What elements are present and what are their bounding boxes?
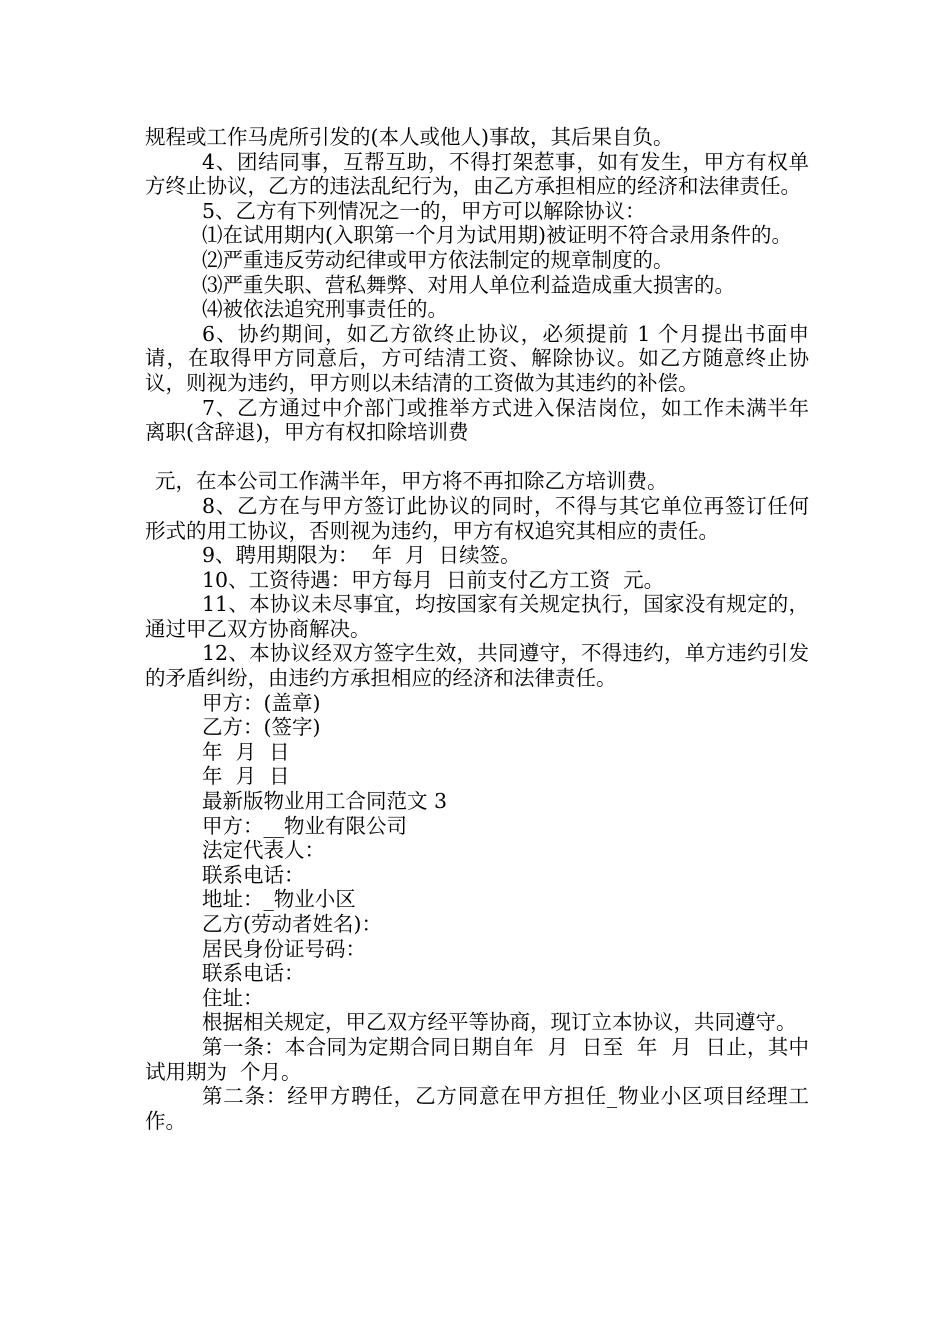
clause-7: 7、乙方通过中介部门或推举方式进入保洁岗位，如工作未满半年离职(含辞退)，甲方有权扣除培训费 xyxy=(145,395,809,445)
clause-5: 5、乙方有下列情况之一的，甲方可以解除协议： xyxy=(202,198,646,223)
clause-10: 10、工资待遇：甲方每月 日前支付乙方工资 元。 xyxy=(202,567,665,592)
document-body xyxy=(145,125,809,1133)
article-1: 第一条：本合同为定期合同日期自年 月 日至 年 月 日止，其中试用期为 个月。 xyxy=(145,1034,809,1084)
legal-representative: 法定代表人： xyxy=(202,838,325,863)
clause-12: 12、本协议经双方签字生效，共同遵守，不得违约，单方违约引发的矛盾纠纷，由违约方承担相应的经济和法律责任。 xyxy=(145,641,809,691)
party-b-id-number: 居民身份证号码： xyxy=(202,936,366,961)
clause-4: 4、团结同事，互帮互助，不得打架惹事，如有发生，甲方有权单方终止协议，乙方的违法乱纪行为，由乙方承担相应的经济和法律责任。 xyxy=(145,149,809,199)
party-b-name: 乙方(劳动者姓名)： xyxy=(202,912,382,936)
clause-7-continued: 元，在本公司工作满半年，甲方将不再扣除乙方培训费。 xyxy=(155,469,668,494)
clause-5-item-2: ⑵严重违反劳动纪律或甲方依法制定的规章制度的。 xyxy=(202,247,674,272)
party-b-address: 住址： xyxy=(202,985,264,1010)
party-b-phone: 联系电话： xyxy=(202,961,305,986)
clause-9: 9、聘用期限为： 年 月 日续签。 xyxy=(202,543,521,568)
party-a-address: 地址：_物业小区 xyxy=(202,887,356,912)
paragraph-continuation: 规程或工作马虎所引发的(本人或他人)事故，其后果自负。 xyxy=(145,125,674,149)
clause-11: 11、本协议未尽事宜，均按国家有关规定执行，国家没有规定的，通过甲乙双方协商解决。 xyxy=(145,592,809,641)
party-b-signature: 乙方：(签字) xyxy=(202,715,321,740)
clause-5-item-1: ⑴在试用期内(入职第一个月为试用期)被证明不符合录用条件的。 xyxy=(202,223,792,248)
date-line: 年 月 日 xyxy=(202,764,290,789)
clause-6: 6、协约期间，如乙方欲终止协议，必须提前 1 个月提出书面申请，在取得甲方同意后，方可结清工资、解除协议。如乙方随意终止协议，则视为违约，甲方则以未结清的工资做为其违约的补偿。 xyxy=(145,321,809,395)
section-title: 最新版物业用工合同范文 3 xyxy=(202,789,448,814)
preamble: 根据相关规定，甲乙双方经平等协商，现订立本协议，共同遵守。 xyxy=(202,1010,797,1035)
date-line: 年 月 日 xyxy=(202,739,290,764)
article-2: 第二条：经甲方聘任，乙方同意在甲方担任_物业小区项目经理工作。 xyxy=(145,1084,809,1133)
party-a-name: 甲方：__物业有限公司 xyxy=(202,813,407,838)
party-a-seal: 甲方：(盖章) xyxy=(202,690,321,715)
clause-5-item-4: ⑷被依法追究刑事责任的。 xyxy=(202,297,448,322)
blank-line xyxy=(145,445,809,470)
party-a-phone: 联系电话： xyxy=(202,862,305,887)
clause-5-item-3: ⑶严重失职、营私舞弊、对用人单位利益造成重大损害的。 xyxy=(202,272,735,297)
clause-8: 8、乙方在与甲方签订此协议的同时，不得与其它单位再签订任何形式的用工协议，否则视为违约，甲方有权追究其相应的责任。 xyxy=(145,493,809,543)
